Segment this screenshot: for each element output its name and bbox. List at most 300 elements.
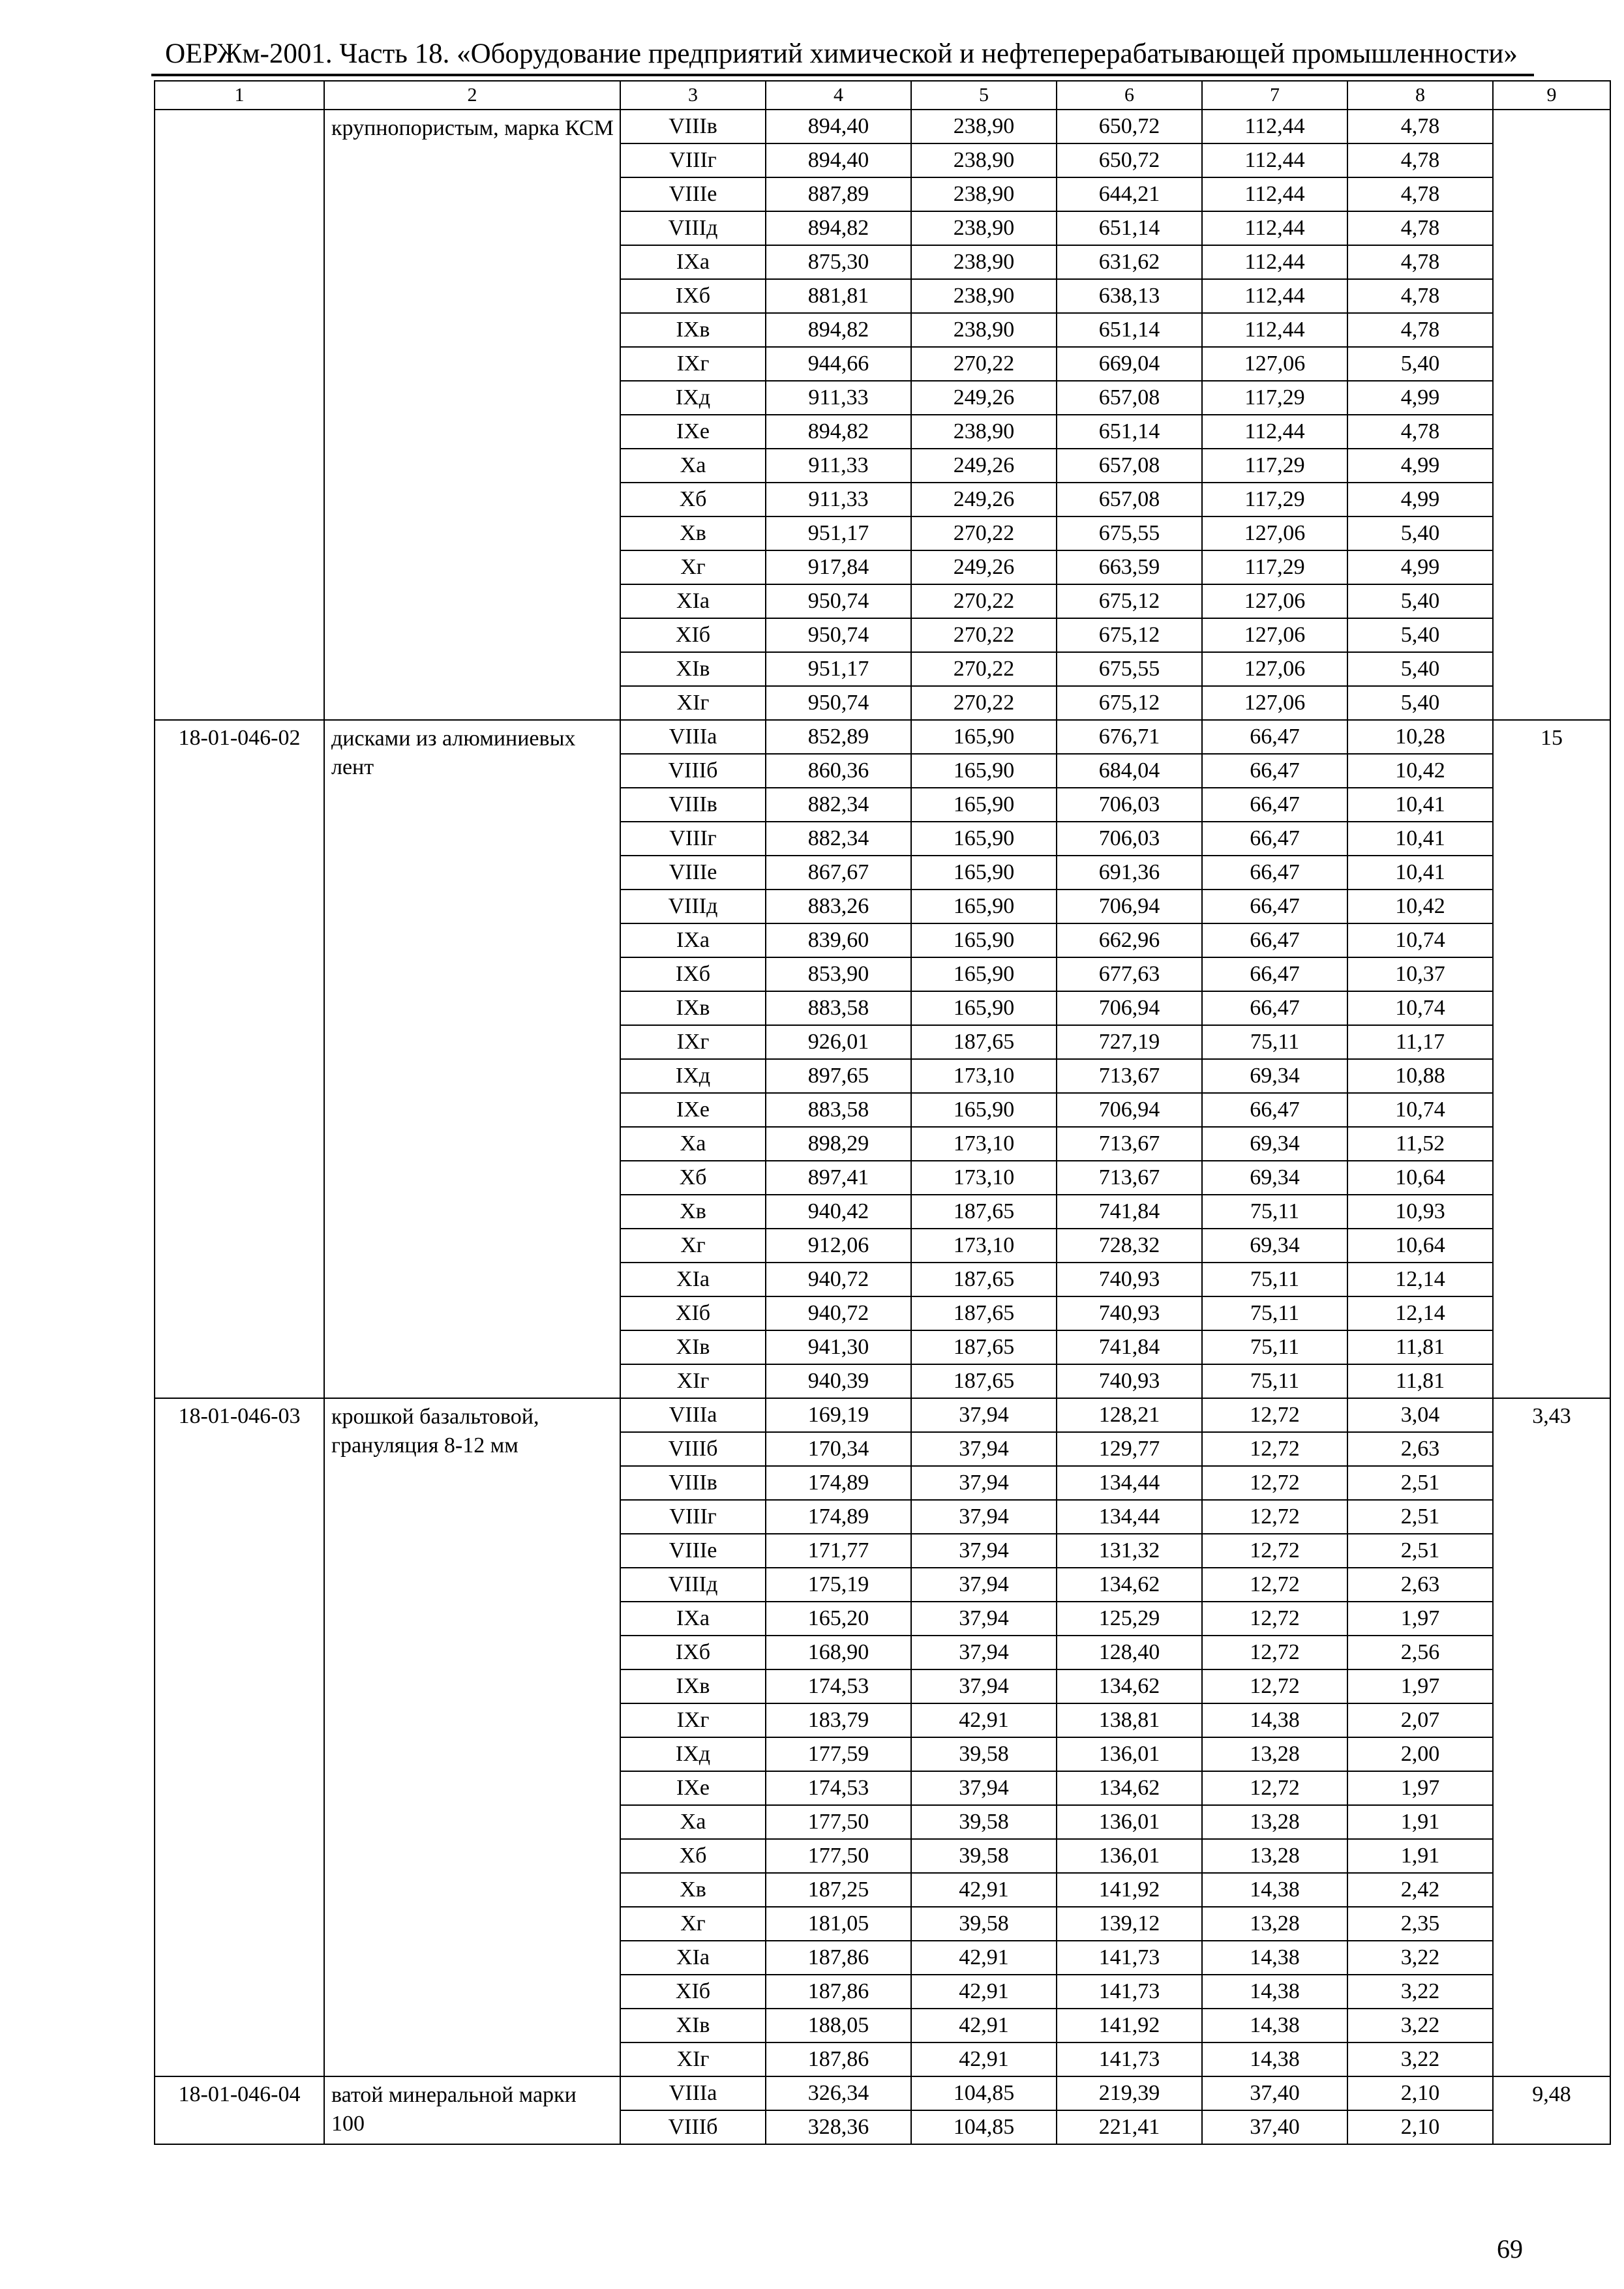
value-cell: 69,34	[1202, 1161, 1347, 1195]
value-cell: 839,60	[766, 923, 911, 957]
value-cell: 112,44	[1202, 177, 1347, 211]
value-cell: 2,51	[1347, 1500, 1493, 1534]
value-cell: 128,40	[1057, 1636, 1202, 1669]
zone-cell: VIIIд	[620, 211, 766, 245]
value-cell: 11,52	[1347, 1127, 1493, 1161]
value-cell: 951,17	[766, 652, 911, 686]
zone-cell: XIв	[620, 1330, 766, 1364]
value-cell: 12,72	[1202, 1466, 1347, 1500]
zone-cell: XIг	[620, 686, 766, 720]
value-cell: 69,34	[1202, 1059, 1347, 1093]
value-cell: 5,40	[1347, 652, 1493, 686]
zone-cell: VIIIв	[620, 110, 766, 143]
value-cell: 5,40	[1347, 516, 1493, 550]
value-cell: 5,40	[1347, 618, 1493, 652]
value-cell: 112,44	[1202, 279, 1347, 313]
value-cell: 238,90	[911, 415, 1057, 449]
value-cell: 727,19	[1057, 1025, 1202, 1059]
value-cell: 131,32	[1057, 1534, 1202, 1568]
zone-cell: IXд	[620, 1059, 766, 1093]
value-cell: 134,62	[1057, 1771, 1202, 1805]
value-cell: 37,94	[911, 1636, 1057, 1669]
value-cell: 713,67	[1057, 1161, 1202, 1195]
value-cell: 173,10	[911, 1229, 1057, 1263]
zone-cell: VIIIе	[620, 1534, 766, 1568]
value-cell: 2,51	[1347, 1466, 1493, 1500]
value-cell: 127,06	[1202, 584, 1347, 618]
value-cell: 12,72	[1202, 1568, 1347, 1602]
value-cell: 650,72	[1057, 110, 1202, 143]
zone-cell: Xв	[620, 1195, 766, 1229]
value-cell: 42,91	[911, 2009, 1057, 2042]
value-cell: 238,90	[911, 313, 1057, 347]
column-9-cell	[1493, 110, 1610, 720]
value-cell: 944,66	[766, 347, 911, 381]
value-cell: 14,38	[1202, 2042, 1347, 2076]
value-cell: 940,72	[766, 1263, 911, 1296]
zone-cell: VIIIг	[620, 822, 766, 856]
zone-cell: VIIIв	[620, 1466, 766, 1500]
value-cell: 10,93	[1347, 1195, 1493, 1229]
value-cell: 238,90	[911, 143, 1057, 177]
value-cell: 940,39	[766, 1364, 911, 1398]
zone-cell: IXа	[620, 923, 766, 957]
value-cell: 912,06	[766, 1229, 911, 1263]
value-cell: 691,36	[1057, 856, 1202, 890]
value-cell: 187,65	[911, 1364, 1057, 1398]
zone-cell: XIб	[620, 1296, 766, 1330]
value-cell: 10,28	[1347, 720, 1493, 754]
value-cell: 39,58	[911, 1737, 1057, 1771]
description-cell: крошкой базальтовой, грануляция 8-12 мм	[324, 1398, 620, 2076]
value-cell: 657,08	[1057, 381, 1202, 415]
value-cell: 5,40	[1347, 584, 1493, 618]
value-cell: 684,04	[1057, 754, 1202, 788]
column-9-cell: 3,43	[1493, 1398, 1610, 2076]
value-cell: 4,99	[1347, 381, 1493, 415]
value-cell: 173,10	[911, 1059, 1057, 1093]
zone-cell: IXв	[620, 1669, 766, 1703]
value-cell: 66,47	[1202, 720, 1347, 754]
value-cell: 13,28	[1202, 1805, 1347, 1839]
zone-cell: VIIIв	[620, 788, 766, 822]
value-cell: 139,12	[1057, 1907, 1202, 1941]
table-row	[155, 2076, 1610, 2110]
zone-cell: VIIIе	[620, 856, 766, 890]
value-cell: 270,22	[911, 686, 1057, 720]
value-cell: 42,91	[911, 1975, 1057, 2009]
value-cell: 134,62	[1057, 1568, 1202, 1602]
column-9-cell: 15	[1493, 720, 1610, 1398]
value-cell: 187,65	[911, 1263, 1057, 1296]
rate-code-cell: 18-01-046-02	[155, 720, 324, 1398]
column-number: 9	[1493, 81, 1610, 110]
value-cell: 174,89	[766, 1466, 911, 1500]
value-cell: 14,38	[1202, 1873, 1347, 1907]
rate-code-cell: 18-01-046-04	[155, 2076, 324, 2144]
value-cell: 187,65	[911, 1330, 1057, 1364]
value-cell: 1,91	[1347, 1805, 1493, 1839]
value-cell: 894,40	[766, 143, 911, 177]
value-cell: 10,41	[1347, 856, 1493, 890]
value-cell: 950,74	[766, 584, 911, 618]
value-cell: 675,12	[1057, 686, 1202, 720]
value-cell: 853,90	[766, 957, 911, 991]
value-cell: 675,55	[1057, 652, 1202, 686]
value-cell: 941,30	[766, 1330, 911, 1364]
value-cell: 11,81	[1347, 1364, 1493, 1398]
value-cell: 37,94	[911, 1771, 1057, 1805]
value-cell: 663,59	[1057, 550, 1202, 584]
value-cell: 940,72	[766, 1296, 911, 1330]
column-number: 4	[766, 81, 911, 110]
value-cell: 75,11	[1202, 1364, 1347, 1398]
value-cell: 10,74	[1347, 1093, 1493, 1127]
value-cell: 37,40	[1202, 2110, 1347, 2144]
value-cell: 13,28	[1202, 1907, 1347, 1941]
value-cell: 328,36	[766, 2110, 911, 2144]
zone-cell: Xг	[620, 1907, 766, 1941]
value-cell: 3,22	[1347, 2009, 1493, 2042]
value-cell: 741,84	[1057, 1330, 1202, 1364]
value-cell: 12,72	[1202, 1432, 1347, 1466]
zone-cell: IXг	[620, 347, 766, 381]
zone-cell: VIIIд	[620, 890, 766, 923]
value-cell: 221,41	[1057, 2110, 1202, 2144]
page-header-title: ОЕРЖм-2001. Часть 18. «Оборудование предприятий химической и нефтеперерабатывающей промышленности»	[165, 38, 1518, 69]
value-cell: 187,25	[766, 1873, 911, 1907]
value-cell: 127,06	[1202, 618, 1347, 652]
value-cell: 165,90	[911, 822, 1057, 856]
value-cell: 165,90	[911, 991, 1057, 1025]
zone-cell: Xв	[620, 1873, 766, 1907]
zone-cell: IXа	[620, 245, 766, 279]
value-cell: 883,58	[766, 991, 911, 1025]
page-number: 69	[1497, 2234, 1523, 2264]
value-cell: 676,71	[1057, 720, 1202, 754]
zone-cell: VIIIд	[620, 1568, 766, 1602]
value-cell: 4,78	[1347, 279, 1493, 313]
zone-cell: IXб	[620, 957, 766, 991]
value-cell: 141,73	[1057, 1975, 1202, 2009]
value-cell: 138,81	[1057, 1703, 1202, 1737]
value-cell: 4,78	[1347, 245, 1493, 279]
value-cell: 740,93	[1057, 1364, 1202, 1398]
value-cell: 12,72	[1202, 1398, 1347, 1432]
value-cell: 168,90	[766, 1636, 911, 1669]
zone-cell: Xа	[620, 1805, 766, 1839]
zone-cell: XIа	[620, 1263, 766, 1296]
value-cell: 128,21	[1057, 1398, 1202, 1432]
value-cell: 66,47	[1202, 991, 1347, 1025]
value-cell: 66,47	[1202, 890, 1347, 923]
value-cell: 2,63	[1347, 1568, 1493, 1602]
value-cell: 2,63	[1347, 1432, 1493, 1466]
value-cell: 326,34	[766, 2076, 911, 2110]
value-cell: 10,41	[1347, 788, 1493, 822]
value-cell: 42,91	[911, 1703, 1057, 1737]
value-cell: 112,44	[1202, 245, 1347, 279]
value-cell: 187,65	[911, 1195, 1057, 1229]
value-cell: 249,26	[911, 483, 1057, 516]
value-cell: 127,06	[1202, 652, 1347, 686]
value-cell: 37,94	[911, 1466, 1057, 1500]
column-9-cell: 9,48	[1493, 2076, 1610, 2144]
value-cell: 66,47	[1202, 957, 1347, 991]
value-cell: 894,82	[766, 211, 911, 245]
value-cell: 4,78	[1347, 313, 1493, 347]
value-cell: 134,44	[1057, 1500, 1202, 1534]
zone-cell: Xг	[620, 550, 766, 584]
value-cell: 2,10	[1347, 2110, 1493, 2144]
value-cell: 4,99	[1347, 483, 1493, 516]
zone-cell: VIIIб	[620, 754, 766, 788]
value-cell: 165,90	[911, 1093, 1057, 1127]
value-cell: 1,97	[1347, 1771, 1493, 1805]
value-cell: 141,73	[1057, 2042, 1202, 2076]
value-cell: 66,47	[1202, 1093, 1347, 1127]
value-cell: 13,28	[1202, 1839, 1347, 1873]
value-cell: 42,91	[911, 2042, 1057, 2076]
value-cell: 926,01	[766, 1025, 911, 1059]
value-cell: 2,35	[1347, 1907, 1493, 1941]
zone-cell: VIIIе	[620, 177, 766, 211]
value-cell: 183,79	[766, 1703, 911, 1737]
value-cell: 1,91	[1347, 1839, 1493, 1873]
value-cell: 12,72	[1202, 1500, 1347, 1534]
value-cell: 170,34	[766, 1432, 911, 1466]
value-cell: 270,22	[911, 652, 1057, 686]
value-cell: 2,00	[1347, 1737, 1493, 1771]
value-cell: 3,22	[1347, 1975, 1493, 2009]
value-cell: 104,85	[911, 2110, 1057, 2144]
value-cell: 39,58	[911, 1805, 1057, 1839]
value-cell: 911,33	[766, 449, 911, 483]
value-cell: 187,86	[766, 2042, 911, 2076]
description-cell: крупнопористым, марка КСМ	[324, 110, 620, 720]
description-cell: дисками из алюминиевых лент	[324, 720, 620, 1398]
value-cell: 270,22	[911, 347, 1057, 381]
value-cell: 883,58	[766, 1093, 911, 1127]
zone-cell: VIIIг	[620, 1500, 766, 1534]
value-cell: 270,22	[911, 584, 1057, 618]
column-number: 1	[155, 81, 324, 110]
value-cell: 4,78	[1347, 211, 1493, 245]
value-cell: 66,47	[1202, 822, 1347, 856]
zone-cell: IXг	[620, 1025, 766, 1059]
zone-cell: XIв	[620, 2009, 766, 2042]
zone-cell: Xа	[620, 449, 766, 483]
value-cell: 4,99	[1347, 449, 1493, 483]
zone-cell: IXе	[620, 415, 766, 449]
value-cell: 37,94	[911, 1398, 1057, 1432]
value-cell: 950,74	[766, 686, 911, 720]
value-cell: 117,29	[1202, 483, 1347, 516]
value-cell: 4,99	[1347, 550, 1493, 584]
value-cell: 112,44	[1202, 211, 1347, 245]
value-cell: 728,32	[1057, 1229, 1202, 1263]
value-cell: 75,11	[1202, 1330, 1347, 1364]
value-cell: 69,34	[1202, 1127, 1347, 1161]
value-cell: 177,59	[766, 1737, 911, 1771]
value-cell: 187,65	[911, 1296, 1057, 1330]
value-cell: 11,17	[1347, 1025, 1493, 1059]
value-cell: 165,90	[911, 890, 1057, 923]
value-cell: 125,29	[1057, 1602, 1202, 1636]
value-cell: 4,78	[1347, 143, 1493, 177]
value-cell: 177,50	[766, 1839, 911, 1873]
value-cell: 134,44	[1057, 1466, 1202, 1500]
zone-cell: IXг	[620, 1703, 766, 1737]
value-cell: 882,34	[766, 822, 911, 856]
value-cell: 37,94	[911, 1534, 1057, 1568]
zone-cell: Xб	[620, 1839, 766, 1873]
column-number-row	[155, 81, 1610, 110]
value-cell: 10,42	[1347, 890, 1493, 923]
value-cell: 10,88	[1347, 1059, 1493, 1093]
value-cell: 741,84	[1057, 1195, 1202, 1229]
value-cell: 66,47	[1202, 923, 1347, 957]
value-cell: 740,93	[1057, 1263, 1202, 1296]
value-cell: 675,55	[1057, 516, 1202, 550]
value-cell: 2,10	[1347, 2076, 1493, 2110]
value-cell: 669,04	[1057, 347, 1202, 381]
value-cell: 37,40	[1202, 2076, 1347, 2110]
value-cell: 706,03	[1057, 822, 1202, 856]
value-cell: 657,08	[1057, 483, 1202, 516]
value-cell: 187,65	[911, 1025, 1057, 1059]
value-cell: 134,62	[1057, 1669, 1202, 1703]
value-cell: 13,28	[1202, 1737, 1347, 1771]
value-cell: 249,26	[911, 550, 1057, 584]
value-cell: 5,40	[1347, 347, 1493, 381]
value-cell: 894,82	[766, 415, 911, 449]
value-cell: 112,44	[1202, 110, 1347, 143]
value-cell: 14,38	[1202, 1703, 1347, 1737]
value-cell: 14,38	[1202, 1975, 1347, 2009]
value-cell: 675,12	[1057, 618, 1202, 652]
column-number: 2	[324, 81, 620, 110]
value-cell: 651,14	[1057, 313, 1202, 347]
value-cell: 187,86	[766, 1975, 911, 2009]
value-cell: 12,72	[1202, 1534, 1347, 1568]
value-cell: 10,42	[1347, 754, 1493, 788]
zone-cell: IXд	[620, 381, 766, 415]
value-cell: 270,22	[911, 618, 1057, 652]
value-cell: 165,90	[911, 923, 1057, 957]
value-cell: 911,33	[766, 483, 911, 516]
value-cell: 129,77	[1057, 1432, 1202, 1466]
value-cell: 638,13	[1057, 279, 1202, 313]
table-row	[155, 1398, 1610, 1432]
value-cell: 650,72	[1057, 143, 1202, 177]
column-number: 6	[1057, 81, 1202, 110]
zone-cell: XIа	[620, 1941, 766, 1975]
value-cell: 917,84	[766, 550, 911, 584]
zone-cell: Xб	[620, 1161, 766, 1195]
value-cell: 238,90	[911, 279, 1057, 313]
value-cell: 677,63	[1057, 957, 1202, 991]
zone-cell: IXв	[620, 991, 766, 1025]
value-cell: 3,22	[1347, 2042, 1493, 2076]
value-cell: 141,73	[1057, 1941, 1202, 1975]
value-cell: 651,14	[1057, 211, 1202, 245]
zone-cell: XIг	[620, 2042, 766, 2076]
value-cell: 187,86	[766, 1941, 911, 1975]
column-number: 3	[620, 81, 766, 110]
value-cell: 238,90	[911, 245, 1057, 279]
value-cell: 173,10	[911, 1161, 1057, 1195]
value-cell: 127,06	[1202, 686, 1347, 720]
value-cell: 42,91	[911, 1941, 1057, 1975]
column-number: 7	[1202, 81, 1347, 110]
value-cell: 657,08	[1057, 449, 1202, 483]
value-cell: 42,91	[911, 1873, 1057, 1907]
value-cell: 104,85	[911, 2076, 1057, 2110]
value-cell: 4,78	[1347, 110, 1493, 143]
value-cell: 10,64	[1347, 1161, 1493, 1195]
value-cell: 894,82	[766, 313, 911, 347]
value-cell: 270,22	[911, 516, 1057, 550]
value-cell: 706,94	[1057, 890, 1202, 923]
value-cell: 37,94	[911, 1432, 1057, 1466]
value-cell: 238,90	[911, 211, 1057, 245]
table-row	[155, 720, 1610, 754]
zone-cell: XIа	[620, 584, 766, 618]
value-cell: 10,41	[1347, 822, 1493, 856]
value-cell: 1,97	[1347, 1602, 1493, 1636]
value-cell: 651,14	[1057, 415, 1202, 449]
value-cell: 127,06	[1202, 347, 1347, 381]
value-cell: 911,33	[766, 381, 911, 415]
value-cell: 238,90	[911, 110, 1057, 143]
rates-table	[154, 80, 1611, 2145]
value-cell: 11,81	[1347, 1330, 1493, 1364]
zone-cell: IXе	[620, 1093, 766, 1127]
table-row	[155, 110, 1610, 143]
value-cell: 174,53	[766, 1669, 911, 1703]
zone-cell: XIб	[620, 618, 766, 652]
value-cell: 165,90	[911, 754, 1057, 788]
value-cell: 249,26	[911, 381, 1057, 415]
value-cell: 631,62	[1057, 245, 1202, 279]
value-cell: 173,10	[911, 1127, 1057, 1161]
zone-cell: XIв	[620, 652, 766, 686]
value-cell: 2,42	[1347, 1873, 1493, 1907]
description-cell: ватой минеральной марки 100	[324, 2076, 620, 2144]
value-cell: 5,40	[1347, 686, 1493, 720]
value-cell: 174,53	[766, 1771, 911, 1805]
value-cell: 238,90	[911, 177, 1057, 211]
value-cell: 875,30	[766, 245, 911, 279]
value-cell: 75,11	[1202, 1025, 1347, 1059]
value-cell: 10,37	[1347, 957, 1493, 991]
value-cell: 898,29	[766, 1127, 911, 1161]
value-cell: 112,44	[1202, 143, 1347, 177]
value-cell: 141,92	[1057, 2009, 1202, 2042]
value-cell: 2,56	[1347, 1636, 1493, 1669]
value-cell: 3,22	[1347, 1941, 1493, 1975]
value-cell: 37,94	[911, 1602, 1057, 1636]
value-cell: 951,17	[766, 516, 911, 550]
value-cell: 897,65	[766, 1059, 911, 1093]
value-cell: 12,14	[1347, 1296, 1493, 1330]
value-cell: 12,14	[1347, 1263, 1493, 1296]
value-cell: 740,93	[1057, 1296, 1202, 1330]
value-cell: 10,64	[1347, 1229, 1493, 1263]
value-cell: 39,58	[911, 1907, 1057, 1941]
value-cell: 852,89	[766, 720, 911, 754]
